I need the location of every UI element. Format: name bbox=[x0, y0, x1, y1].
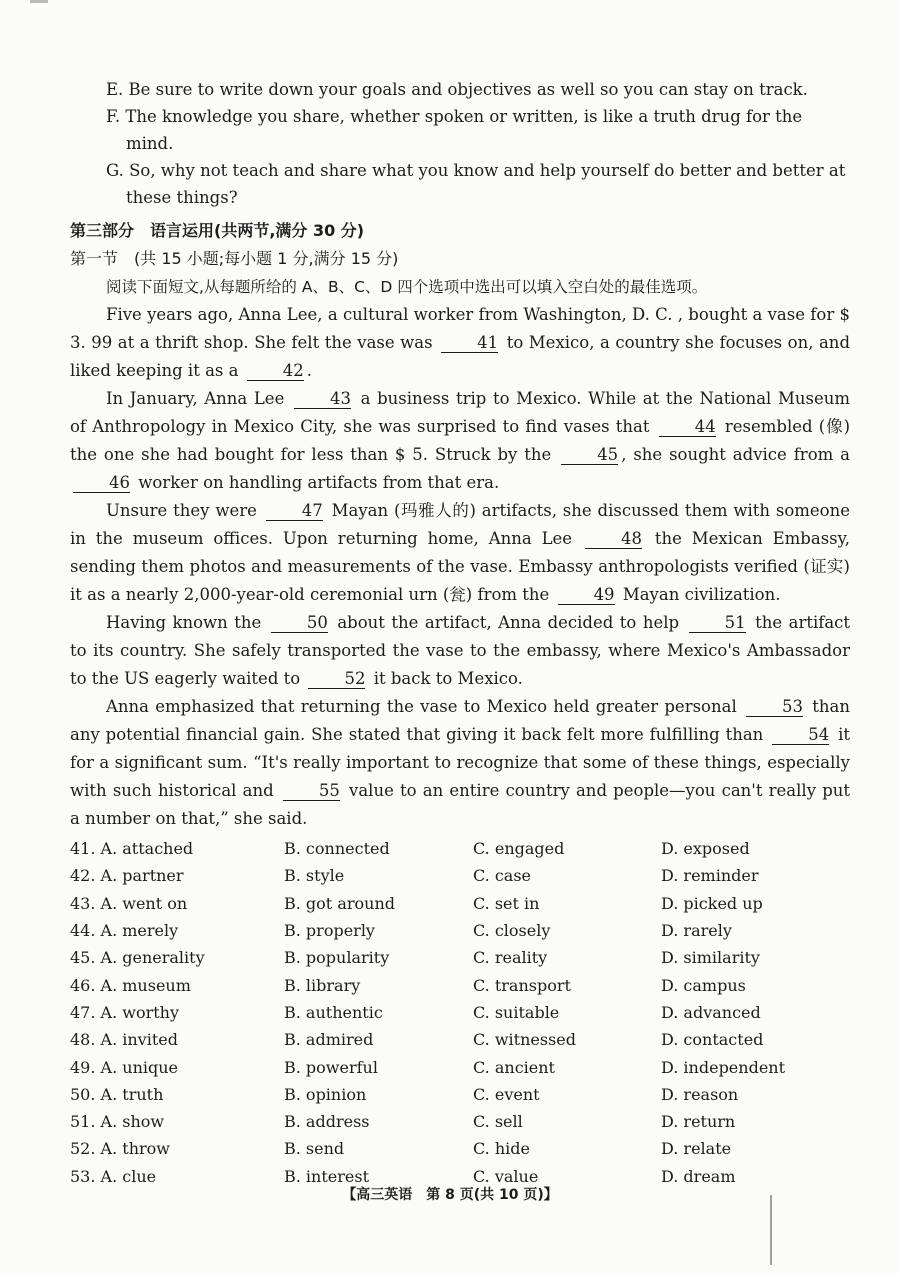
blank-51: 51 bbox=[689, 614, 746, 633]
page-footer: 【高三英语 第 8 页(共 10 页)】 bbox=[342, 1187, 558, 1203]
blank-47: 47 bbox=[266, 502, 323, 521]
question-row bbox=[70, 862, 850, 889]
option-c: C. witnessed bbox=[473, 1030, 576, 1050]
option-a: 44. A. merely bbox=[70, 921, 179, 941]
option-e: E. Be sure to write down your goals and objectives as well so you can stay on track. bbox=[106, 80, 808, 99]
option-c: C. set in bbox=[473, 893, 540, 913]
option-b: B. admired bbox=[284, 1030, 374, 1050]
option-c: C. transport bbox=[473, 975, 571, 995]
paragraph-2: In January, Anna Lee 43 a business trip to Mexico. While at the National Museum of Anthropology in Mexico City, she was surprised to find vases that 44 resembled (像) the one she had bought for less than $ 5. Struck by the 45 , she sought advice from a 46 worker on handling artifacts from that era. bbox=[70, 389, 851, 492]
option-b: B. connected bbox=[284, 839, 390, 859]
question-row bbox=[70, 971, 850, 998]
option-c: C. closely bbox=[473, 921, 551, 941]
option-c: C. hide bbox=[473, 1139, 530, 1159]
option-d: D. picked up bbox=[661, 893, 763, 913]
option-b: B. properly bbox=[284, 921, 375, 941]
question-row bbox=[70, 1135, 850, 1162]
option-b: B. powerful bbox=[284, 1057, 378, 1077]
option-d: D. relate bbox=[661, 1139, 732, 1159]
blank-49: 49 bbox=[558, 586, 615, 605]
question-row bbox=[70, 1108, 850, 1135]
paragraph-4: Having known the 50 about the artifact, Anna decided to help 51 the artifact to its country. She safely transported the vase to the embassy, where Mexico's Ambassador to the US eagerly waited to 52 it back to Mexico. bbox=[70, 613, 851, 688]
question-row bbox=[70, 890, 850, 917]
option-b: B. address bbox=[284, 1112, 370, 1132]
blank-54: 54 bbox=[772, 726, 829, 745]
section-title: 第三部分 语言运用(共两节,满分 30 分) bbox=[70, 221, 365, 240]
question-row bbox=[70, 944, 850, 971]
question-row bbox=[70, 917, 850, 944]
option-c: C. engaged bbox=[473, 839, 565, 859]
blank-53: 53 bbox=[746, 698, 803, 717]
question-row bbox=[70, 1053, 850, 1080]
option-d: D. dream bbox=[661, 1166, 736, 1186]
option-f: F. The knowledge you share, whether spoken or written, is like a truth drug for the mind. bbox=[106, 107, 803, 153]
blank-41: 41 bbox=[441, 334, 498, 353]
option-a: 41. A. attached bbox=[70, 839, 194, 859]
option-c: C. case bbox=[473, 866, 532, 886]
blank-43: 43 bbox=[294, 390, 351, 409]
option-b: B. style bbox=[284, 866, 345, 886]
blank-46: 46 bbox=[73, 474, 130, 493]
scan-mark bbox=[30, 0, 48, 3]
option-b: B. authentic bbox=[284, 1002, 383, 1022]
option-b: B. opinion bbox=[284, 1084, 367, 1104]
option-a: 53. A. clue bbox=[70, 1166, 157, 1186]
option-c: C. reality bbox=[473, 948, 548, 968]
option-a: 45. A. generality bbox=[70, 948, 205, 968]
option-g: G. So, why not teach and share what you know and help yourself do better and better at these things? bbox=[106, 161, 846, 207]
option-b: B. got around bbox=[284, 893, 395, 913]
blank-55: 55 bbox=[283, 782, 340, 801]
paragraph-5: Anna emphasized that returning the vase to Mexico held greater personal 53 than any potential financial gain. She stated that giving it back felt more fulfilling than 54 it for a significant sum. “It's really important to recognize that some of these things, especially with such historical and 55 value to an entire country and people—you can't really put a number on that,” she said. bbox=[70, 697, 851, 828]
blank-42: 42 bbox=[247, 362, 304, 381]
option-c: C. sell bbox=[473, 1112, 523, 1132]
blank-52: 52 bbox=[308, 670, 365, 689]
option-a: 46. A. museum bbox=[70, 975, 191, 995]
option-c: C. ancient bbox=[473, 1057, 555, 1077]
option-a: 42. A. partner bbox=[70, 866, 184, 886]
blank-44: 44 bbox=[659, 418, 716, 437]
option-d: D. reminder bbox=[661, 866, 759, 886]
blank-45: 45 bbox=[561, 446, 618, 465]
option-b: B. library bbox=[284, 975, 361, 995]
option-b: B. send bbox=[284, 1139, 345, 1159]
option-c: C. suitable bbox=[473, 1002, 560, 1022]
exam-page bbox=[70, 76, 850, 1190]
option-d: D. independent bbox=[661, 1057, 786, 1077]
option-b: B. interest bbox=[284, 1166, 370, 1186]
option-d: D. similarity bbox=[661, 948, 760, 968]
scan-edge-mark bbox=[770, 1195, 772, 1265]
blank-48: 48 bbox=[585, 530, 642, 549]
option-d: D. contacted bbox=[661, 1030, 764, 1050]
option-d: D. exposed bbox=[661, 839, 750, 859]
option-d: D. return bbox=[661, 1112, 736, 1132]
paragraph-3: Unsure they were 47 Mayan (玛雅人的) artifacts, she discussed them with someone in the museum offices. Upon returning home, Anna Lee 48 the Mexican Embassy, sending them photos and measurements of the vase. Embassy anthropologists verified (证实) it as a nearly 2,000-year-old ceremonial urn (瓮) from the 49 Mayan civilization. bbox=[70, 501, 850, 604]
question-row bbox=[70, 835, 850, 862]
option-c: C. value bbox=[473, 1166, 539, 1186]
option-a: 51. A. show bbox=[70, 1112, 165, 1132]
option-a: 49. A. unique bbox=[70, 1057, 178, 1077]
question-options-table bbox=[70, 835, 850, 1190]
question-row bbox=[70, 1081, 850, 1108]
paragraph-1: Five years ago, Anna Lee, a cultural worker from Washington, D. C. , bought a vase for $ 3. 99 at a thrift shop. She felt the vase was 41 to Mexico, a country she focuses on, and liked keeping it as a 42 . bbox=[70, 305, 850, 380]
option-d: D. rarely bbox=[661, 921, 732, 941]
blank-50: 50 bbox=[271, 614, 328, 633]
option-a: 47. A. worthy bbox=[70, 1002, 180, 1022]
option-a: 43. A. went on bbox=[70, 893, 188, 913]
question-row bbox=[70, 999, 850, 1026]
option-a: 48. A. invited bbox=[70, 1030, 178, 1050]
question-row bbox=[70, 1026, 850, 1053]
instruction: 阅读下面短文,从每题所给的 A、B、C、D 四个选项中选出可以填入空白处的最佳选项。 bbox=[106, 278, 708, 296]
part-title: 第一节 (共 15 小题;每小题 1 分,满分 15 分) bbox=[70, 249, 399, 268]
option-a: 52. A. throw bbox=[70, 1139, 170, 1159]
option-d: D. campus bbox=[661, 975, 746, 995]
option-d: D. advanced bbox=[661, 1002, 761, 1022]
option-a: 50. A. truth bbox=[70, 1084, 164, 1104]
option-d: D. reason bbox=[661, 1084, 739, 1104]
option-c: C. event bbox=[473, 1084, 540, 1104]
option-b: B. popularity bbox=[284, 948, 390, 968]
